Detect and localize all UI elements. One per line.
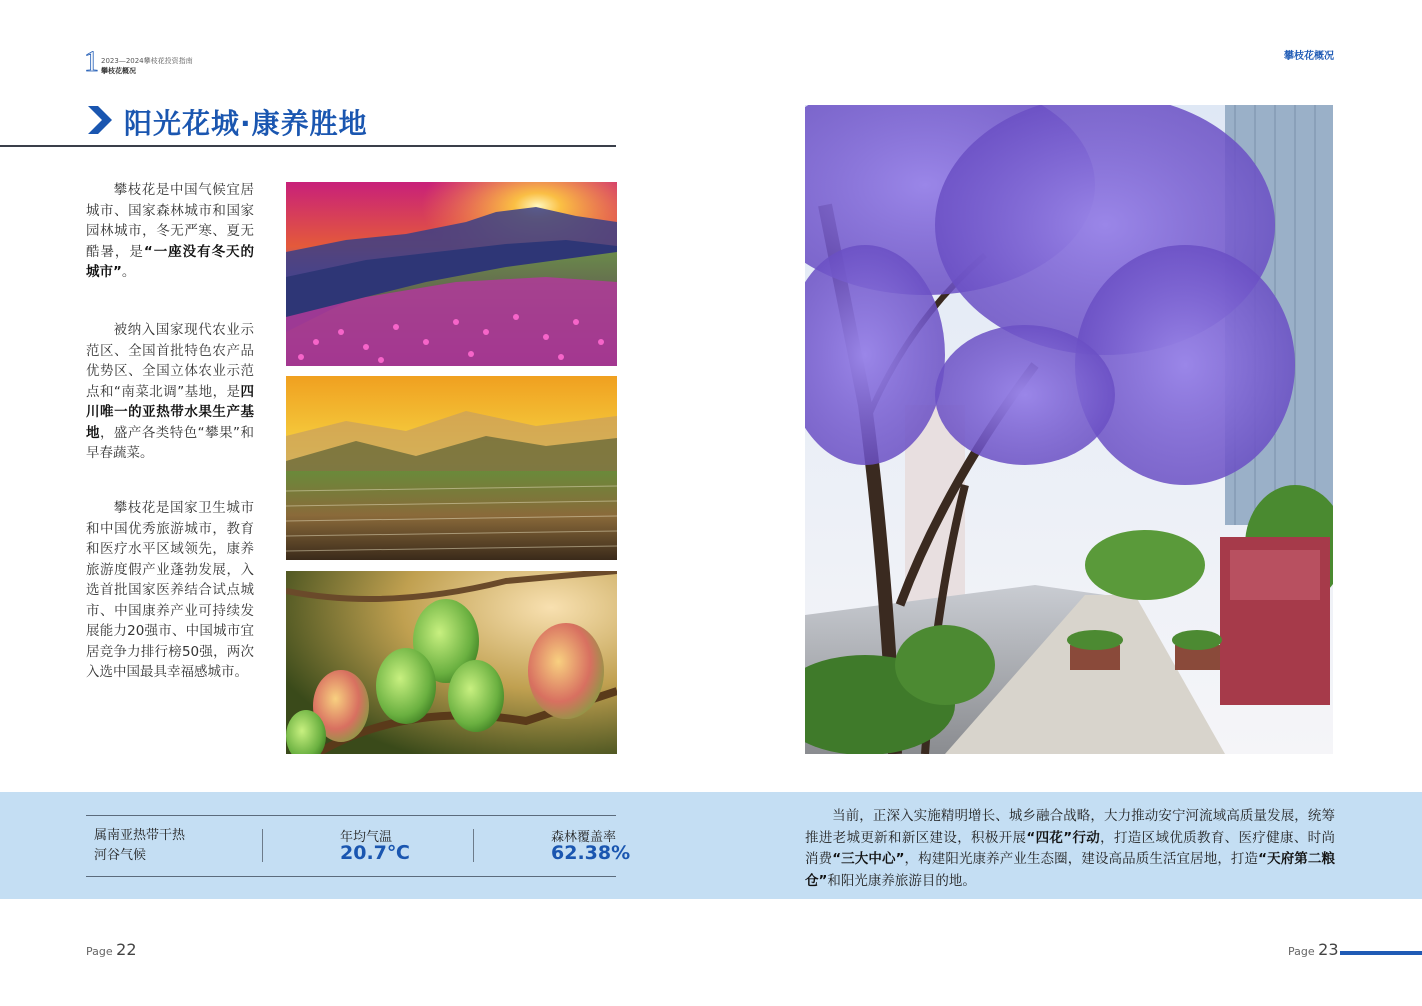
paragraph-agriculture: 被纳入国家现代农业示范区、全国首批特色农产品优势区、全国立体农业示范点和“南菜北调”基地，是四川唯一的亚热带水果生产基地，盛产各类特色“攀果”和早春蔬菜。: [86, 322, 254, 461]
stat-forest-value: 62.38%: [551, 842, 631, 864]
page-number-right: Page 23: [1288, 940, 1339, 959]
section-name-left: 攀枝花概况: [101, 67, 136, 75]
page-accent-bar: [1340, 951, 1422, 955]
stats-divider: [262, 829, 263, 862]
svg-text:1: 1: [84, 45, 99, 74]
stats-divider: [473, 829, 474, 862]
stat-temp-value: 20.7℃: [340, 842, 410, 864]
climate-line-1: 属南亚热带干热: [94, 828, 186, 843]
page-title: 阳光花城·康养胜地: [124, 107, 368, 140]
paragraph-health-tourism: 攀枝花是国家卫生城市和中国优秀旅游城市，教育和医疗水平区域领先，康养旅游度假产业蓬勃发展，入选首批国家医养结合试点城市、中国康养产业可持续发展能力20强市、中国城市宜居竞争力排行榜50强，两次入选中国最具幸福感城市。: [86, 500, 254, 680]
section-name-right: 攀枝花概况: [1284, 51, 1334, 62]
development-paragraph: 当前，正深入实施精明增长、城乡融合战略，大力推动安宁河流域高质量发展，统筹推进老城更新和新区建设，积极开展“四花”行动，打造区域优质教育、医疗健康、时尚消费“三大中心”，构建阳光康养产业生态圈，建设高品质生活宜居地，打造“天府第二粮仓”和阳光康养旅游目的地。: [805, 808, 1336, 889]
chevron-right-icon: [88, 106, 112, 134]
stat-temp-label: 年均气温: [340, 830, 393, 845]
title-divider: [0, 145, 616, 147]
stat-climate: [94, 826, 185, 866]
page-number-left: Page 22: [86, 940, 137, 959]
photo-mangoes: [286, 571, 617, 754]
photo-golden-valley: [286, 376, 617, 560]
stats-top-rule: [86, 815, 616, 816]
photo-mountain-flowers: [286, 182, 617, 366]
photo-jacaranda-street: [805, 105, 1333, 754]
climate-line-2: 河谷气候: [94, 848, 147, 863]
stats-bottom-rule: [86, 876, 616, 877]
stat-forest-label: 森林覆盖率: [551, 830, 617, 845]
paragraph-climate: 攀枝花是中国气候宜居城市、国家森林城市和国家园林城市，冬无严寒、夏无酷暑，是“一座没有冬天的城市”。: [86, 182, 255, 280]
guide-title: 2023—2024攀枝花投资指南: [101, 57, 193, 65]
